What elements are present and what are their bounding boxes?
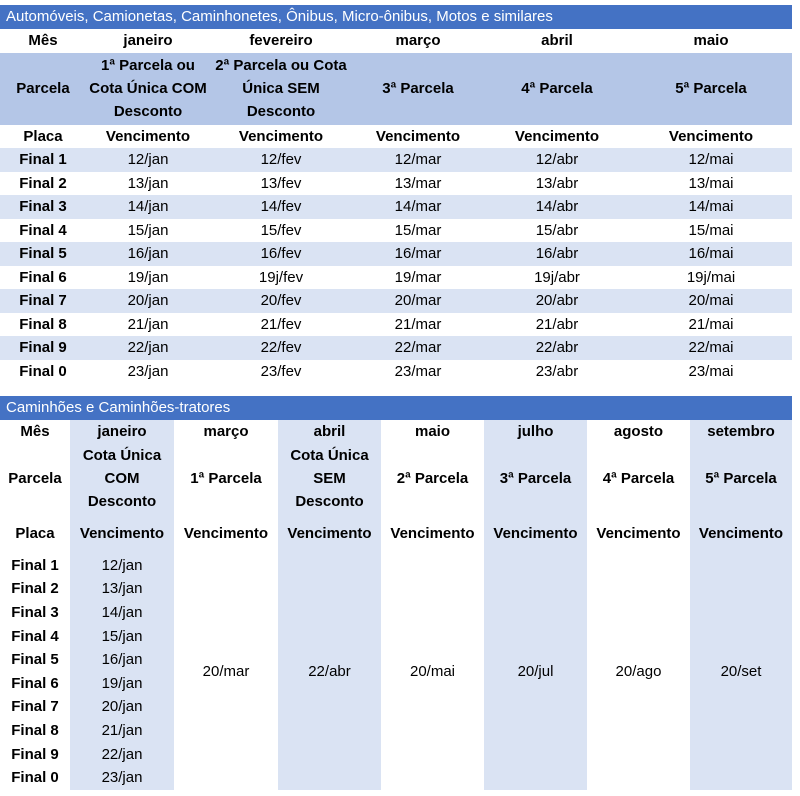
mes-label: Mês	[20, 423, 50, 441]
date-cell: 15/abr	[535, 221, 579, 239]
table-row	[0, 195, 792, 219]
vencimento-label: Vencimento	[484, 514, 587, 554]
date-cell: 23/fev	[260, 362, 302, 380]
month-row	[0, 29, 792, 53]
date-cell: 12/mar	[394, 151, 442, 169]
parcela-cell: 2ª Parcela ou Cota Única SEM Desconto	[215, 57, 347, 120]
date-cell: 14/mai	[688, 198, 734, 216]
vencimento-label: Vencimento	[183, 525, 269, 543]
placa-cell: Final 8	[11, 722, 59, 740]
parcela-cell: Cota Única COM Desconto	[70, 444, 174, 514]
vencimento-label: Vencimento	[238, 127, 324, 145]
date-cell: 12/fev	[260, 151, 302, 169]
date-cell: 16/fev	[260, 245, 302, 263]
date-cell: 22/abr	[535, 339, 579, 357]
date-cell: 20/abr	[535, 292, 579, 310]
placa-cell: Final 3	[19, 198, 67, 216]
parcela-label: Parcela	[8, 470, 62, 488]
date-cell: 15/jan	[127, 221, 169, 239]
date-cell: 14/abr	[535, 198, 579, 216]
date-cell: 16/jan	[127, 245, 169, 263]
month-row	[0, 420, 792, 444]
placa-cell: Final 5	[11, 651, 59, 669]
placa-label: Placa	[23, 127, 63, 145]
date-cell: 22/fev	[260, 339, 302, 357]
date-cell: 23/jan	[127, 362, 169, 380]
month-cell: março	[203, 423, 249, 441]
date-cell: 13/fev	[260, 174, 302, 192]
date-cell: 21/abr	[535, 315, 579, 333]
date-cell: 13/mai	[688, 174, 734, 192]
table-row	[0, 219, 792, 243]
date-cell: 12/jan	[127, 151, 169, 169]
parcela-cell: 3ª Parcela	[484, 444, 587, 514]
date-cell: 20/jan	[127, 292, 169, 310]
date-cell: 23/abr	[535, 362, 579, 380]
table-row	[0, 242, 792, 266]
parcela-label: Parcela	[16, 80, 70, 97]
date-cell: 19/jan	[127, 268, 169, 286]
vencimento-label: Vencimento	[668, 127, 754, 145]
vencimento-row	[0, 514, 792, 554]
table-row	[0, 148, 792, 172]
shared-date-cell: 20/mar	[202, 663, 250, 681]
date-cell: 13/jan	[70, 577, 174, 601]
placa-cell: Final 8	[19, 315, 67, 333]
month-cell: maio	[693, 32, 729, 50]
date-cell: 13/mar	[394, 174, 442, 192]
vencimento-label: Vencimento	[105, 127, 191, 145]
placa-cell: Final 4	[11, 627, 59, 645]
month-cell: setembro	[690, 420, 792, 444]
date-cell: 19j/abr	[534, 268, 580, 286]
parcela-row	[0, 444, 792, 514]
month-cell: julho	[484, 420, 587, 444]
parcela-cell: 5ª Parcela	[690, 444, 792, 514]
vencimento-label: Vencimento	[596, 525, 681, 543]
date-cell: 22/jan	[70, 742, 174, 766]
month-cell: fevereiro	[249, 32, 313, 50]
vencimento-label: Vencimento	[278, 514, 381, 554]
placa-cell: Final 2	[19, 174, 67, 192]
mes-label: Mês	[28, 32, 58, 50]
parcela-cell: 3ª Parcela	[382, 80, 454, 97]
date-cell: 20/jan	[70, 695, 174, 719]
placa-cell: Final 0	[19, 362, 67, 380]
placa-cell: Final 0	[11, 769, 59, 787]
date-cell: 15/mai	[688, 221, 734, 239]
placa-cell: Final 1	[11, 556, 59, 574]
date-cell: 22/jan	[127, 339, 169, 357]
section1-title: Automóveis, Camionetas, Caminhonetes, Ônibus, Micro-ônibus, Motos e similares	[0, 5, 792, 29]
parcela-cell: 2ª Parcela	[396, 470, 469, 488]
date-cell: 14/fev	[260, 198, 302, 216]
date-cell: 13/abr	[535, 174, 579, 192]
month-cell: maio	[414, 423, 450, 441]
placa-cell: Final 1	[19, 151, 67, 169]
date-cell: 21/jan	[70, 719, 174, 743]
parcela-cell: 5ª Parcela	[675, 80, 747, 97]
parcela-cell: Cota Única SEM Desconto	[278, 444, 381, 514]
shared-date-cell: 20/ago	[615, 663, 662, 681]
placa-cell: Final 9	[11, 745, 59, 763]
date-cell: 14/jan	[127, 198, 169, 216]
date-cell: 19/jan	[70, 672, 174, 696]
date-cell: 13/jan	[127, 174, 169, 192]
date-cell: 19/mar	[394, 268, 442, 286]
date-cell: 12/mai	[688, 151, 734, 169]
month-cell: agosto	[613, 423, 664, 441]
date-cell: 23/mai	[688, 362, 734, 380]
date-cell: 21/mar	[394, 315, 442, 333]
date-cell: 20/fev	[260, 292, 302, 310]
parcela-cell: 1ª Parcela ou Cota Única COM Desconto	[89, 57, 207, 120]
vencimento-label: Vencimento	[70, 514, 174, 554]
table-row	[0, 554, 792, 578]
date-cell: 19j/mai	[686, 268, 736, 286]
section1-table	[0, 29, 792, 383]
parcela-cell: 4ª Parcela	[521, 80, 593, 97]
date-cell: 16/abr	[535, 245, 579, 263]
date-cell: 16/jan	[70, 648, 174, 672]
shared-date-cell: 22/abr	[278, 554, 381, 790]
vencimento-label: Vencimento	[514, 127, 600, 145]
date-cell: 14/mar	[394, 198, 442, 216]
placa-cell: Final 7	[19, 292, 67, 310]
table-row	[0, 266, 792, 290]
date-cell: 12/jan	[70, 554, 174, 578]
date-cell: 19j/fev	[258, 268, 304, 286]
shared-date-cell: 20/set	[690, 554, 792, 790]
placa-cell: Final 5	[19, 245, 67, 263]
date-cell: 23/jan	[70, 766, 174, 790]
section2-title: Caminhões e Caminhões-tratores	[0, 396, 792, 420]
placa-cell: Final 4	[19, 221, 67, 239]
placa-cell: Final 6	[19, 268, 67, 286]
table-row	[0, 172, 792, 196]
date-cell: 16/mai	[688, 245, 734, 263]
shared-date-cell: 20/mai	[409, 663, 456, 681]
month-cell: janeiro	[70, 420, 174, 444]
placa-cell: Final 3	[11, 604, 59, 622]
parcela-row	[0, 53, 792, 125]
parcela-cell: 4ª Parcela	[602, 470, 675, 488]
placa-cell: Final 2	[11, 580, 59, 598]
vencimento-label: Vencimento	[690, 514, 792, 554]
date-cell: 12/abr	[535, 151, 579, 169]
date-cell: 21/jan	[127, 315, 169, 333]
date-cell: 16/mar	[394, 245, 442, 263]
table-row	[0, 289, 792, 313]
placa-cell: Final 7	[11, 698, 59, 716]
date-cell: 22/mai	[688, 339, 734, 357]
month-cell: abril	[541, 32, 573, 50]
date-cell: 20/mai	[688, 292, 734, 310]
placa-label: Placa	[15, 525, 55, 543]
date-cell: 14/jan	[70, 601, 174, 625]
date-cell: 15/mar	[394, 221, 442, 239]
vencimento-label: Vencimento	[375, 127, 461, 145]
month-cell: março	[395, 32, 441, 50]
table-row	[0, 313, 792, 337]
date-cell: 23/mar	[394, 362, 442, 380]
parcela-cell: 1ª Parcela	[190, 470, 262, 488]
table-row	[0, 360, 792, 384]
date-cell: 21/mai	[688, 315, 734, 333]
date-cell: 21/fev	[260, 315, 302, 333]
date-cell: 22/mar	[394, 339, 442, 357]
month-cell: abril	[278, 420, 381, 444]
date-cell: 15/fev	[260, 221, 302, 239]
vencimento-label: Vencimento	[390, 525, 475, 543]
table-row	[0, 336, 792, 360]
month-cell: janeiro	[123, 32, 173, 50]
section2-table	[0, 420, 792, 790]
placa-cell: Final 9	[19, 339, 67, 357]
vencimento-row	[0, 125, 792, 149]
placa-cell: Final 6	[11, 674, 59, 692]
date-cell: 15/jan	[70, 624, 174, 648]
date-cell: 20/mar	[394, 292, 442, 310]
shared-date-cell: 20/jul	[484, 554, 587, 790]
